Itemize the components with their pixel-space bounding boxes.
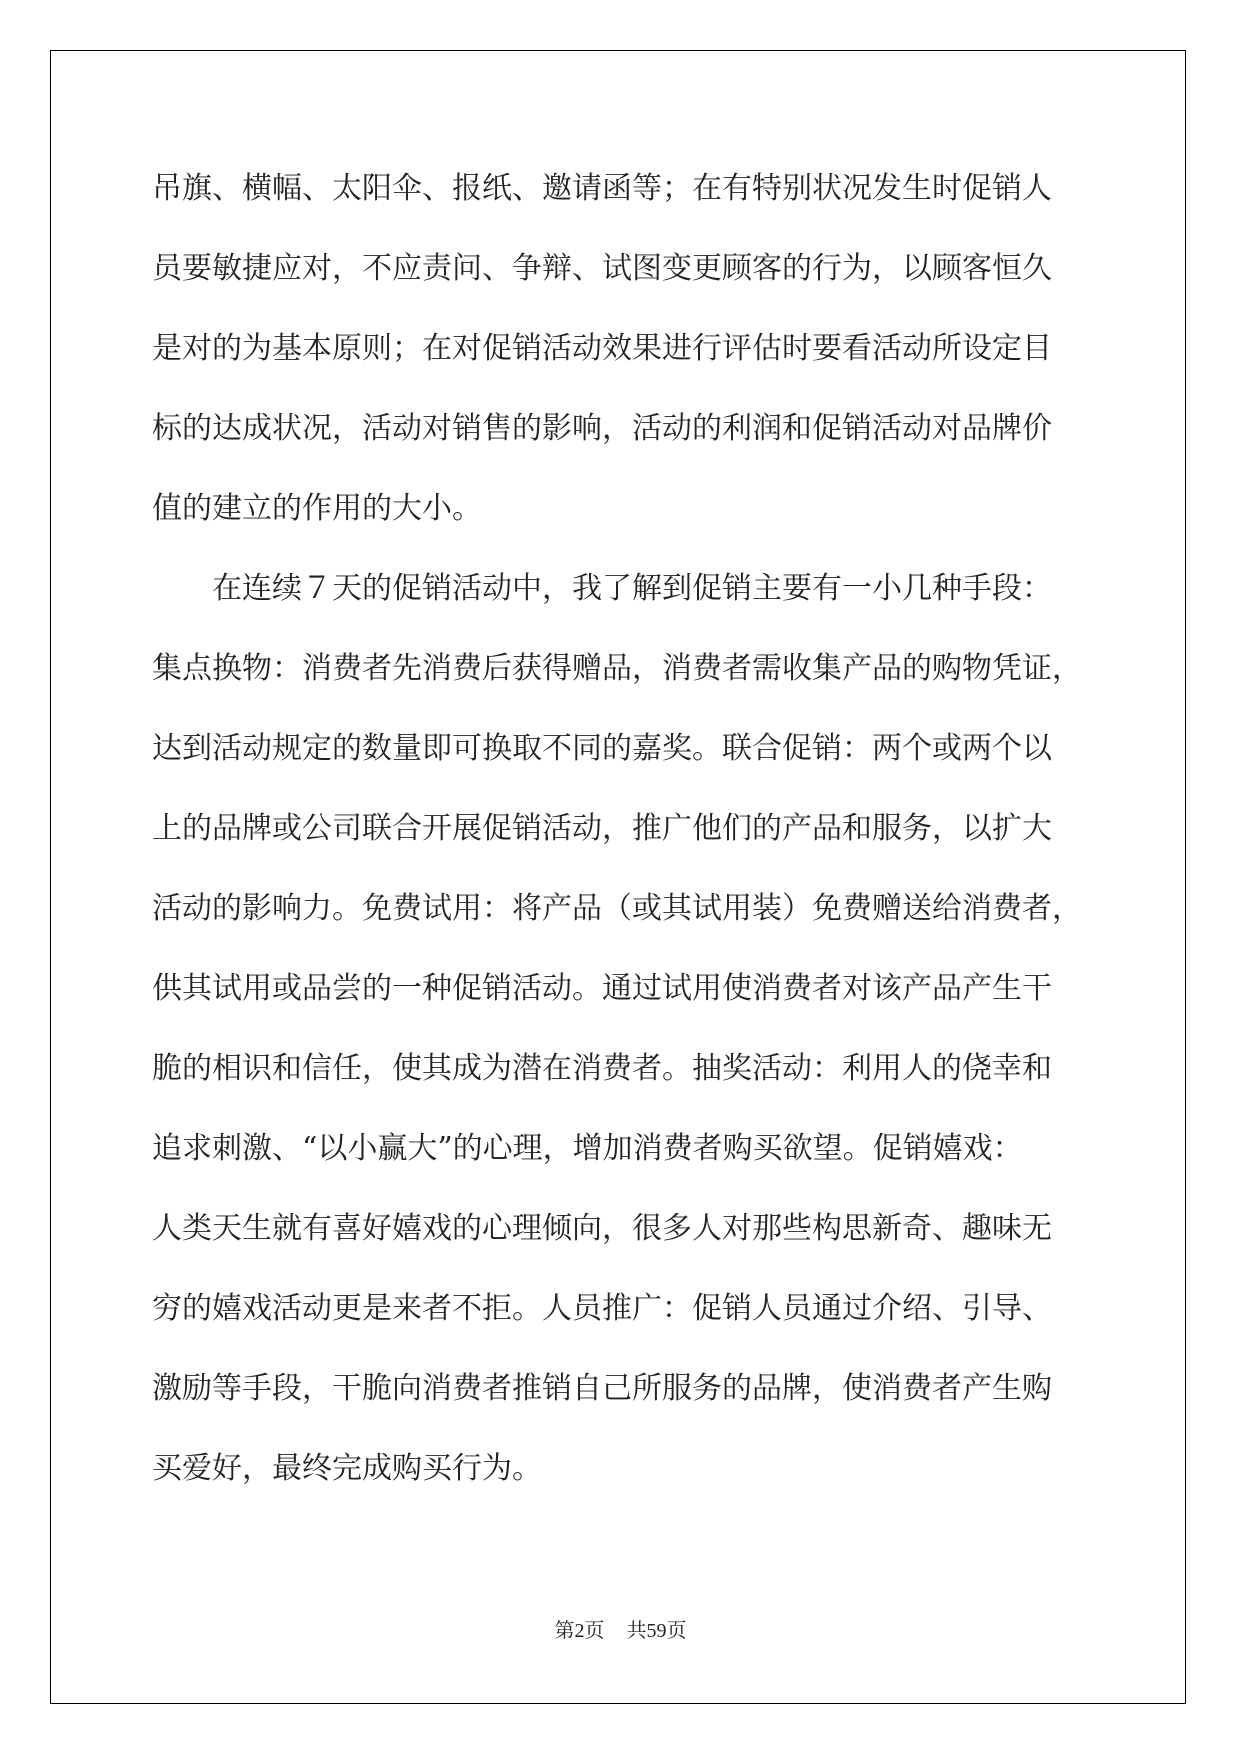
text-line: 标的达成状况，活动对销售的影响，活动的利润和促销活动对品牌价 [152, 411, 1052, 446]
text-line: 达到活动规定的数量即可换取不同的嘉奖。联合促销：两个或两个以 [152, 731, 1052, 766]
paragraph-first-line: 在连续７天的促销活动中，我了解到促销主要有一小几种手段： [212, 571, 1052, 606]
text-line: 吊旗、横幅、太阳伞、报纸、邀请函等；在有特别状况发生时促销人 [152, 171, 1052, 206]
text-line: 脆的相识和信任，使其成为潜在消费者。抽奖活动：利用人的侥幸和 [152, 1051, 1052, 1086]
text-line: 人类天生就有喜好嬉戏的心理倾向，很多人对那些构思新奇、趣味无 [152, 1211, 1052, 1246]
text-line: 活动的影响力。免费试用：将产品（或其试用装）免费赠送给消费者， [152, 891, 1082, 926]
text-line: 买爱好，最终完成购买行为。 [152, 1451, 542, 1486]
page-footer [0, 1618, 1241, 1644]
text-line: 上的品牌或公司联合开展促销活动，推广他们的产品和服务，以扩大 [152, 811, 1052, 846]
page-total: 共59页 [626, 1620, 687, 1642]
text-line: 供其试用或品尝的一种促销活动。通过试用使消费者对该产品产生干 [152, 971, 1052, 1006]
text-line: 是对的为基本原则；在对促销活动效果进行评估时要看活动所设定目 [152, 331, 1052, 366]
page-number: 第2页 [554, 1620, 605, 1642]
text-line: 追求刺激、“以小赢大”的心理，增加消费者购买欲望。促销嬉戏： [152, 1131, 1023, 1166]
text-line: 激励等手段，干脆向消费者推销自己所服务的品牌，使消费者产生购 [152, 1371, 1052, 1406]
text-line: 员要敏捷应对，不应责问、争辩、试图变更顾客的行为，以顾客恒久 [152, 251, 1052, 286]
text-line: 穷的嬉戏活动更是来者不拒。人员推广：促销人员通过介绍、引导、 [152, 1291, 1052, 1326]
text-line: 值的建立的作用的大小。 [152, 491, 482, 526]
text-line: 集点换物：消费者先消费后获得赠品，消费者需收集产品的购物凭证， [152, 651, 1082, 686]
